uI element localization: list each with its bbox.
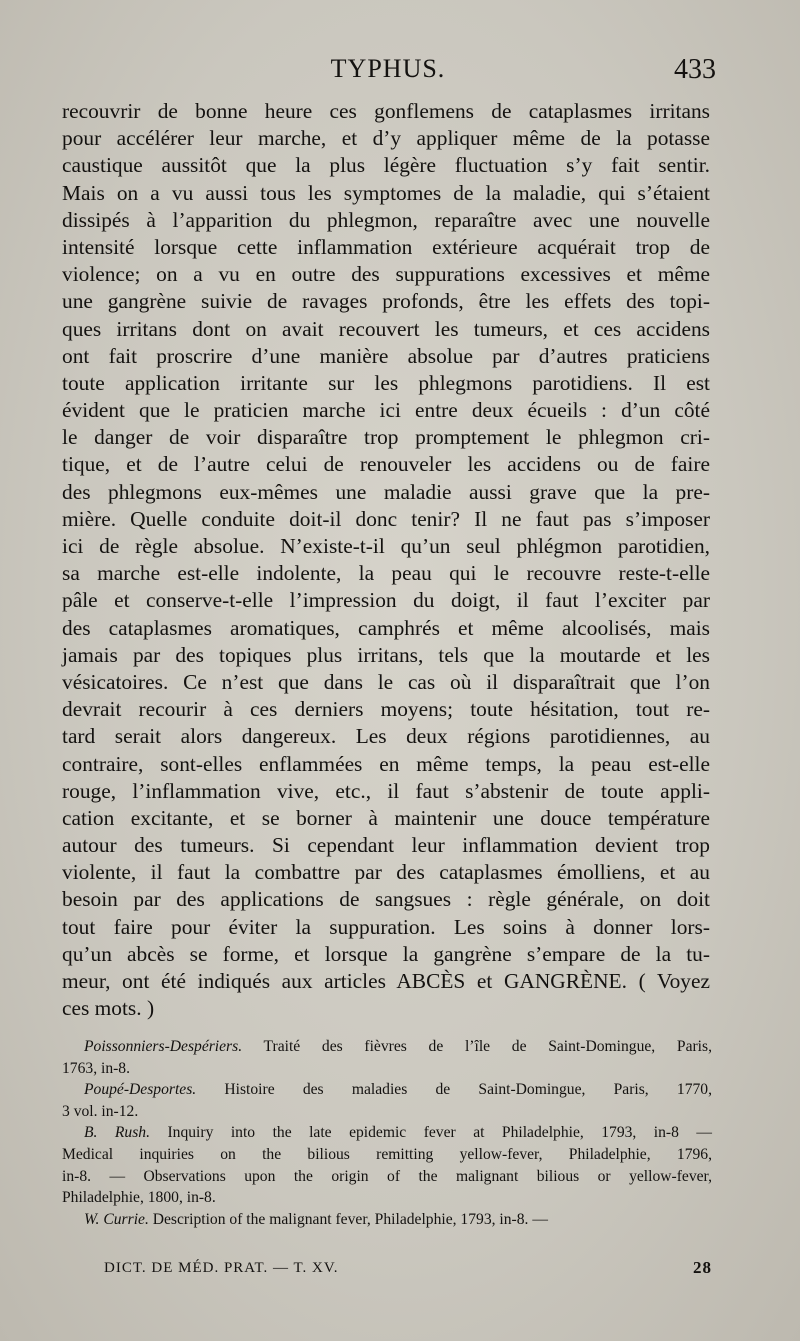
text-line: qu’un abcès se forme, et lorsque la gangrène s’empare de la tu- — [62, 941, 710, 966]
reference-line — [62, 1187, 712, 1209]
reference-entry — [62, 1122, 712, 1208]
reference-text: Traité des fièvres de l’île de Saint-Domingue, Paris, — [242, 1038, 712, 1055]
reference-entry — [62, 1079, 712, 1122]
reference-author: W. Currie. — [84, 1210, 149, 1228]
reference-text: Inquiry into the late epidemic fever at Philadelphie, 1793, in-8 — — [149, 1124, 712, 1142]
text-line: mière. Quelle conduite doit-il donc tenir? Il ne faut pas s’imposer — [62, 506, 710, 531]
signature-line: DICT. DE MÉD. PRAT. — T. XV. — [104, 1260, 339, 1276]
bibliography — [62, 1036, 712, 1230]
reference-text: Description of the malignant fever, Philadelphie, 1793, in-8. — — [148, 1210, 548, 1228]
text-line: violence; on a vu en outre des suppurations excessives et même — [62, 262, 710, 287]
reference-author: B. Rush. — [84, 1124, 150, 1142]
text-line: dissipés à l’apparition du phlegmon, reparaître avec une nouvelle — [62, 207, 710, 232]
text-line: besoin par des applications de sangsues : règle générale, on doit — [62, 887, 710, 912]
text-line: une gangrène suivie de ravages profonds, être les effets des topi- — [62, 289, 710, 314]
running-title: TYPHUS. — [330, 54, 446, 83]
reference-entry — [62, 1036, 712, 1079]
reference-text: 3 vol. in-12. — [62, 1102, 139, 1120]
text-line: le danger de voir disparaître trop promptement le phlegmon cri- — [62, 425, 710, 450]
reference-text: in-8. — Observations upon the origin of the malignant bilious or yellow-fever, — [62, 1167, 712, 1185]
text-line: autour des tumeurs. Si cependant leur inflammation devient trop — [62, 833, 710, 858]
page-number: 433 — [674, 54, 716, 85]
reference-author: Poupé-Desportes. — [84, 1081, 197, 1099]
text-line: pâle et conserve-t-elle l’impression du doigt, il faut l’exciter par — [62, 588, 710, 613]
text-line: contraire, sont-elles enflammées en même temps, la peau est-elle — [62, 751, 710, 776]
text-line: ont fait proscrire d’une manière absolue par d’autres praticiens — [62, 343, 710, 368]
signature-mark: 28 — [693, 1258, 712, 1277]
reference-line — [62, 1122, 712, 1144]
text-line: tard serait alors dangereux. Les deux régions parotidiennes, au — [62, 724, 710, 749]
text-line: intensité lorsque cette inflammation extérieure acquérait trop de — [62, 234, 710, 259]
text-line: pour accélérer leur marche, et d’y appliquer même de la potasse — [62, 126, 710, 151]
reference-text: Philadelphie, 1800, in-8. — [62, 1189, 216, 1207]
text-line: rouge, l’inflammation vive, etc., il faut s’abstenir de toute appli- — [62, 778, 710, 803]
reference-text: 1763, in-8. — [62, 1059, 131, 1077]
page-footer — [104, 1260, 712, 1284]
page-header — [60, 54, 716, 90]
text-line: ici de règle absolue. N’existe-t-il qu’un seul phlégmon parotidien, — [62, 534, 710, 558]
reference-line — [62, 1101, 712, 1123]
reference-text: Histoire des maladies de Saint-Domingue, Paris, 1770, — [196, 1081, 712, 1099]
reference-author: Poissonniers-Despériers. — [84, 1038, 243, 1055]
text-line: tique, et de l’autre celui de renouveler les accidens ou de faire — [62, 452, 710, 477]
reference-line — [62, 1144, 712, 1166]
reference-line — [62, 1036, 712, 1058]
text-line: meur, ont été indiqués aux articles ABCÈS et GANGRÈNE. ( Voyez — [62, 969, 710, 993]
text-line: jamais par des topiques plus irritans, tels que la moutarde et les — [62, 642, 710, 667]
text-line: tout faire pour éviter la suppuration. Les soins à donner lors- — [62, 914, 710, 939]
text-line: Mais on a vu aussi tous les symptomes de la maladie, qui s’étaient — [62, 180, 710, 205]
text-line: cation excitante, et se borner à maintenir une douce température — [62, 805, 710, 830]
body-text — [62, 98, 710, 1022]
text-line: recouvrir de bonne heure ces gonflemens de cataplasmes irritans — [62, 99, 710, 123]
reference-line — [62, 1209, 712, 1231]
reference-line — [62, 1166, 712, 1188]
text-line: sa marche est-elle indolente, la peau qui le recouvre reste-t-elle — [62, 561, 710, 586]
text-line: évident que le praticien marche ici entre deux écueils : d’un côté — [62, 398, 710, 423]
text-line: caustique aussitôt que la plus légère fluctuation s’y fait sentir. — [62, 153, 710, 178]
text-line: violente, il faut la combattre par des cataplasmes émolliens, et au — [62, 860, 710, 885]
text-line: toute application irritante sur les phlegmons parotidiens. Il est — [62, 370, 710, 395]
text-line: devrait recourir à ces derniers moyens; toute hésitation, tout re- — [62, 697, 710, 722]
reference-line — [62, 1058, 712, 1080]
reference-text: Medical inquiries on the bilious remitting yellow-fever, Philadelphie, 1796, — [62, 1145, 712, 1163]
reference-line — [62, 1079, 712, 1101]
text-line: ces mots. ) — [62, 996, 155, 1021]
text-line: ques irritans dont on avait recouvert les tumeurs, et ces accidens — [62, 316, 710, 341]
text-line: vésicatoires. Ce n’est que dans le cas où il disparaîtrait que l’on — [62, 669, 710, 694]
text-line: des phlegmons eux-mêmes une maladie aussi grave que la pre- — [62, 479, 710, 504]
reference-entry — [62, 1209, 712, 1231]
text-line: des cataplasmes aromatiques, camphrés et même alcoolisés, mais — [62, 615, 710, 640]
